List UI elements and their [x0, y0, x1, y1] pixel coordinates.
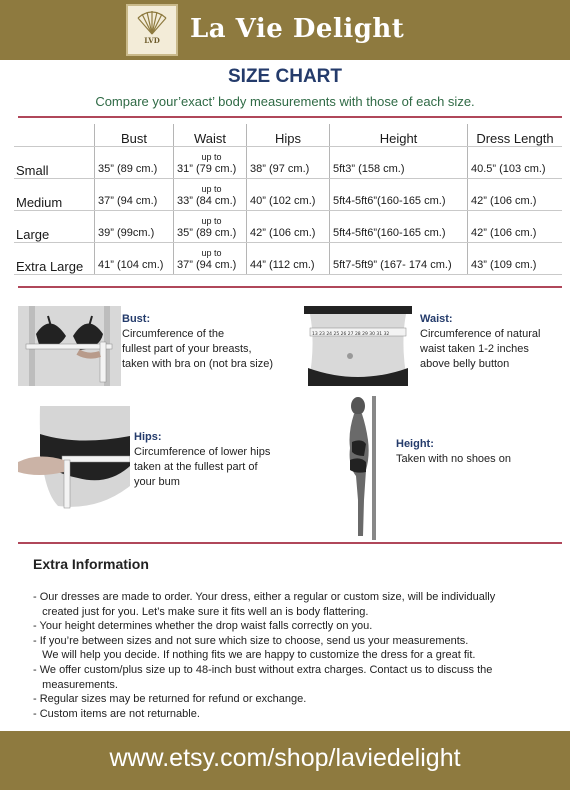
column-header: Waist: [174, 124, 247, 147]
height-label: Height:: [396, 438, 434, 450]
size-name: Extra Large: [14, 243, 95, 275]
cell-height: 5ft4-5ft6”(160-165 cm.): [330, 179, 468, 211]
table-row: [14, 179, 562, 211]
list-item: measurements.: [33, 678, 118, 691]
list-item: - Custom items are not returnable.: [33, 707, 200, 720]
size-table: [14, 124, 562, 275]
shop-url: www.etsy.com/shop/laviedelight: [109, 744, 461, 772]
cell-waist: up to 35” (89 cm.): [174, 211, 247, 243]
cell-waist: up to 33” (84 cm.): [174, 179, 247, 211]
cell-bust: 37” (94 cm.): [95, 179, 174, 211]
cell-height: 5ft3” (158 cm.): [330, 147, 468, 179]
table-row: [14, 243, 562, 275]
list-item: We will help you decide. If nothing fits we are happy to customize the dress for a great fit.: [33, 649, 476, 662]
height-text-line: Taken with no shoes on: [396, 453, 511, 465]
cell-bust: 35” (89 cm.): [95, 147, 174, 179]
waist-label: Waist:: [420, 313, 453, 325]
bust-text-line: fullest part of your breasts,: [122, 343, 252, 355]
footer-banner: [0, 731, 570, 790]
column-header: Dress Length: [468, 124, 563, 147]
cell-length: 40.5” (103 cm.): [468, 147, 563, 179]
cell-hips: 42” (106 cm.): [247, 211, 330, 243]
divider-middle: [18, 286, 562, 288]
cell-length: 42” (106 cm.): [468, 211, 563, 243]
bust-illustration-icon: [18, 306, 121, 386]
bust-label: Bust:: [122, 313, 151, 325]
divider-top: [18, 116, 562, 118]
brand-name: La Vie Delight: [190, 14, 405, 44]
hips-text-line: Circumference of lower hips: [134, 446, 271, 458]
cell-hips: 44” (112 cm.): [247, 243, 330, 275]
bust-text-line: taken with bra on (not bra size): [122, 358, 274, 370]
hips-text-line: taken at the fullest part of: [134, 461, 258, 473]
tape-numbers: 13 23 24 25 26 27 28 29 30 31 32: [312, 332, 390, 337]
cell-bust: 39” (99cm.): [95, 211, 174, 243]
column-header: Bust: [95, 124, 174, 147]
page-subtitle: Compare your’exact’ body measurements with those of each size.: [95, 94, 475, 109]
list-item: - We offer custom/plus size up to 48-inch bust without extra charges. Contact us to discuss the: [33, 663, 493, 676]
cell-bust: 41” (104 cm.): [95, 243, 174, 275]
hips-description: [134, 430, 270, 490]
list-item: created just for you. Let’s make sure it fits well an is body flattering.: [33, 605, 369, 618]
height-description: [396, 437, 511, 467]
header-banner: [0, 0, 570, 60]
hips-text-line: your bum: [134, 476, 180, 488]
table-row: [14, 211, 562, 243]
waist-description: [420, 312, 540, 372]
waist-text-line: Circumference of natural: [420, 328, 541, 340]
list-item: - Your height determines whether the drop waist falls correctly on you.: [33, 620, 373, 633]
list-item: - If you’re between sizes and not sure which size to choose, send us your measurements.: [33, 634, 469, 647]
cell-waist: up to 31” (79 cm.): [174, 147, 247, 179]
cell-hips: 38” (97 cm.): [247, 147, 330, 179]
cell-hips: 40” (102 cm.): [247, 179, 330, 211]
extra-info-list: [33, 590, 548, 721]
divider-bottom: [18, 542, 562, 544]
column-header: Height: [330, 124, 468, 147]
waist-illustration-icon: [304, 306, 412, 386]
column-header: Hips: [247, 124, 330, 147]
bust-description: [122, 312, 273, 372]
list-item: - Our dresses are made to order. Your dress, either a regular or custom size, will be individually: [33, 591, 496, 603]
table-corner: [14, 124, 95, 147]
cell-height: 5ft4-5ft6”(160-165 cm.): [330, 211, 468, 243]
cell-length: 43” (109 cm.): [468, 243, 563, 275]
size-name: Small: [14, 147, 95, 179]
fan-logo-icon: [128, 6, 176, 54]
cell-height: 5ft7-5ft9” (167- 174 cm.): [330, 243, 468, 275]
hips-label: Hips:: [134, 431, 162, 443]
waist-text-line: above belly button: [420, 358, 510, 370]
logo-text: LVD: [144, 36, 160, 45]
table-header-row: [14, 124, 562, 147]
size-name: Large: [14, 211, 95, 243]
bust-text-line: Circumference of the: [122, 328, 225, 340]
brand-logo: [126, 4, 178, 56]
waist-text-line: waist taken 1-2 inches: [420, 343, 529, 355]
hips-illustration-icon: [18, 406, 130, 511]
table-row: [14, 147, 562, 179]
list-item: - Regular sizes may be returned for refund or exchange.: [33, 693, 307, 706]
height-illustration-icon: [332, 396, 382, 540]
size-name: Medium: [14, 179, 95, 211]
page-title: SIZE CHART: [228, 66, 342, 87]
cell-length: 42” (106 cm.): [468, 179, 563, 211]
extra-info-title: Extra Information: [33, 556, 149, 572]
cell-waist: up to 37” (94 cm.): [174, 243, 247, 275]
